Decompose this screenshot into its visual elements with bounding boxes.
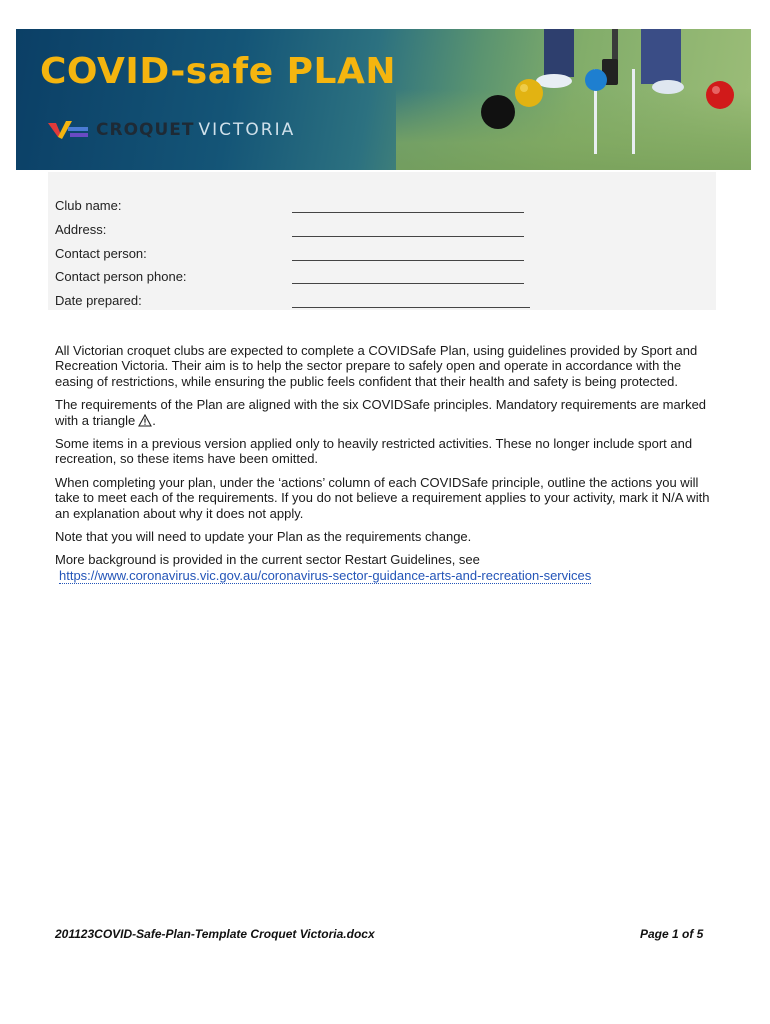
croquet-photo bbox=[436, 29, 751, 170]
player-leg-left bbox=[544, 29, 574, 77]
paragraph-intro: All Victorian croquet clubs are expected to complete a COVIDSafe Plan, using guidelines provided by Sport and Recreation Victoria. Their aim is to help the sector prepare to safely open and operate in accordance with the easing of restrictions, while ensuring the public feels confident that their health and safety is being protected. bbox=[55, 343, 698, 389]
paragraph-requirements bbox=[55, 397, 715, 428]
black-ball bbox=[481, 95, 515, 129]
paragraph-completing-plan: When completing your plan, under the ‘actions’ column of each COVIDSafe principle, outline the actions you will take to meet each of the requirements. If you do not believe a requirement applies to your activity, mark it N/A with an explanation about why it does not apply. bbox=[55, 474, 710, 521]
address-field[interactable] bbox=[292, 236, 524, 237]
footer-filename: 201123COVID-Safe-Plan-Template Croquet Victoria.docx bbox=[55, 927, 375, 941]
player-shoe-left bbox=[536, 74, 572, 88]
club-name-label: Club name: bbox=[55, 198, 122, 213]
contact-phone-label: Contact person phone: bbox=[55, 269, 187, 284]
background-text: More background is provided in the current sector Restart Guidelines, see bbox=[55, 552, 480, 568]
paragraph-background bbox=[55, 552, 715, 584]
contact-person-label: Contact person: bbox=[55, 246, 147, 261]
yellow-ball bbox=[515, 79, 543, 107]
hoop-right-wire bbox=[632, 69, 635, 154]
header-banner bbox=[16, 29, 751, 170]
cv-logo-icon bbox=[48, 119, 88, 141]
requirements-period: . bbox=[152, 412, 156, 428]
logo-text-croquet: CROQUET bbox=[96, 120, 195, 140]
page-title: COVID-safe PLAN bbox=[40, 51, 396, 92]
club-name-field[interactable] bbox=[292, 212, 524, 213]
logo-text-victoria: VICTORIA bbox=[198, 120, 296, 140]
date-prepared-field[interactable] bbox=[292, 307, 530, 308]
player-shoe-right bbox=[652, 80, 684, 94]
croquet-victoria-logo bbox=[48, 119, 295, 141]
requirements-text: The requirements of the Plan are aligned with the six COVIDSafe principles. Mandatory requirements are marked with a triangle bbox=[55, 397, 707, 428]
contact-person-field[interactable] bbox=[292, 260, 524, 261]
restart-guidelines-link[interactable]: https://www.coronavirus.vic.gov.au/coronavirus-sector-guidance-arts-and-recreation-services bbox=[59, 567, 592, 583]
contact-phone-field[interactable] bbox=[292, 283, 524, 284]
blue-ball bbox=[585, 69, 607, 91]
red-ball bbox=[706, 81, 734, 109]
paragraph-update-plan: Note that you will need to update your Plan as the requirements change. bbox=[55, 529, 472, 545]
player-leg-right bbox=[641, 29, 681, 84]
address-label: Address: bbox=[55, 222, 107, 237]
footer-page-number: Page 1 of 5 bbox=[640, 927, 704, 941]
warning-triangle-icon bbox=[138, 414, 152, 427]
intro-content bbox=[55, 343, 715, 592]
paragraph-omitted-items: Some items in a previous version applied only to heavily restricted activities. These no longer include sport and recreation, so these items have been omitted. bbox=[55, 436, 693, 467]
club-details-form bbox=[48, 172, 716, 310]
date-prepared-label: Date prepared: bbox=[55, 293, 142, 308]
